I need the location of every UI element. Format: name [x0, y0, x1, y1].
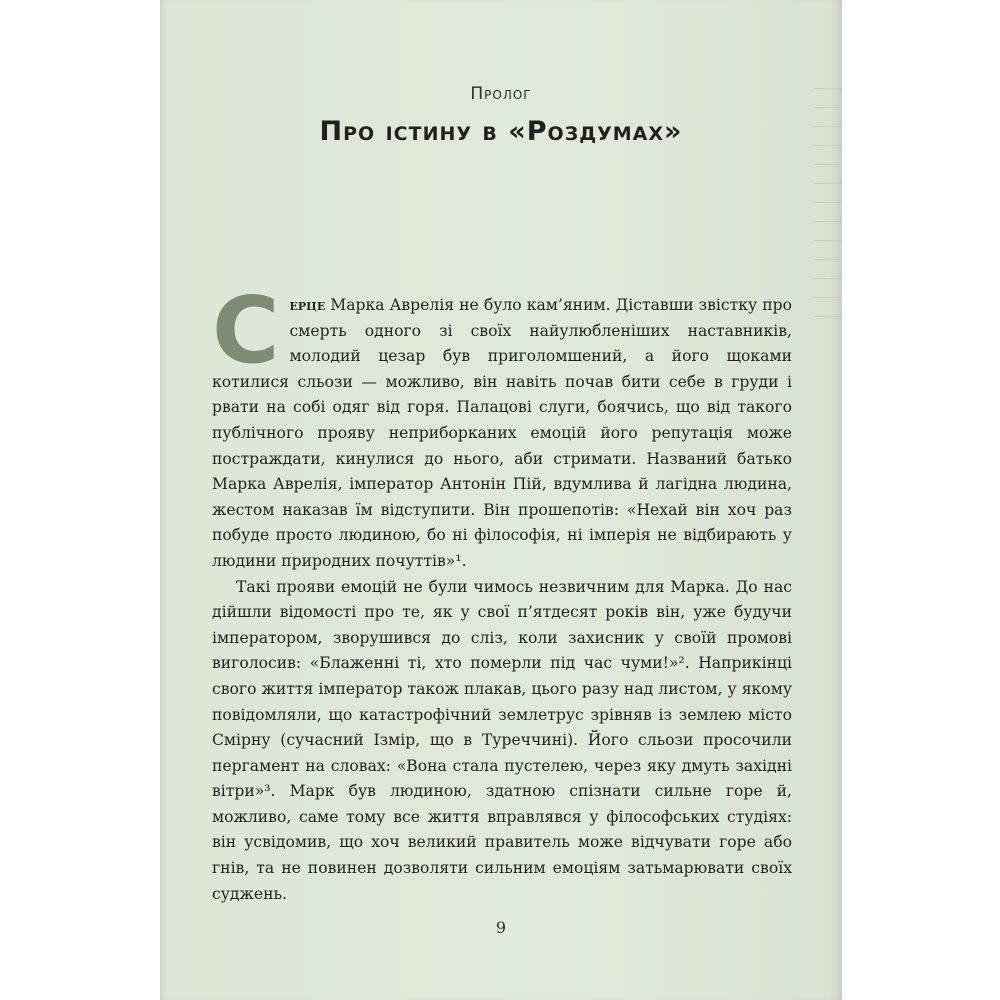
drop-cap: С — [212, 277, 280, 384]
page-number: 9 — [495, 918, 507, 937]
paragraph — [212, 277, 792, 575]
chapter-kicker: Пролог — [470, 84, 532, 104]
lead-in: ерце — [289, 295, 326, 314]
paragraph: Такі прояви емоцій не були чимось незвичним для Марка. До нас дійшли відомості про те, як у свої п’ятдесят років він, уже будучи імператором, зворушився до сліз, коли захисник у своїй промові виголосив: «Блаженні ті, хто померли під час чуми!»². Наприкінці свого життя імператор також плакав, цього разу над листом, у якому повідомляли, що катастрофічний землетрус зрівняв із землею місто Смірну (сучасний Ізмір, що в Туреччині). Його сльози просочили пергамент на словах: «Вона стала пустелею, через яку дмуть західні вітри»³. Марк був людиною, здатною спізнати сильне горе й, можливо, саме тому все життя вправлявся у філософських студіях: він усвідомив, що хоч великий правитель може відчувати горе або гнів, та не повинен дозволяти сильним емоціям затьмарювати своїх суджень. — [212, 577, 792, 903]
chapter-title: Про істину в «Роздумах» — [319, 116, 683, 147]
facing-page-bleed — [814, 70, 842, 320]
paragraph-text: Марка Аврелія не було кам’яним. Діставши звістку про смерть одного зі своїх найулюбленіших наставників, молодий цезар був приголомшений, а його щоками котилися сльози — можливо, він навіть почав бити себе в груди і рвати на собі одяг від горя. Палацові слуги, боячись, що від такого публічного прояву неприборканих емоцій його репутація може постраждати, кинулися до нього, аби стримати. Названий батько Марка Аврелія, імператор Антонін Пій, вдумлива й лагідна людина, жестом наказав їм відступити. Він прошепотів: «Нехай він хоч раз побуде просто людиною, бо ні філософія, ні імперія не відбирають у людини природних почуттів»¹. — [212, 296, 792, 570]
body-text — [212, 277, 792, 907]
book-page — [160, 0, 842, 1000]
